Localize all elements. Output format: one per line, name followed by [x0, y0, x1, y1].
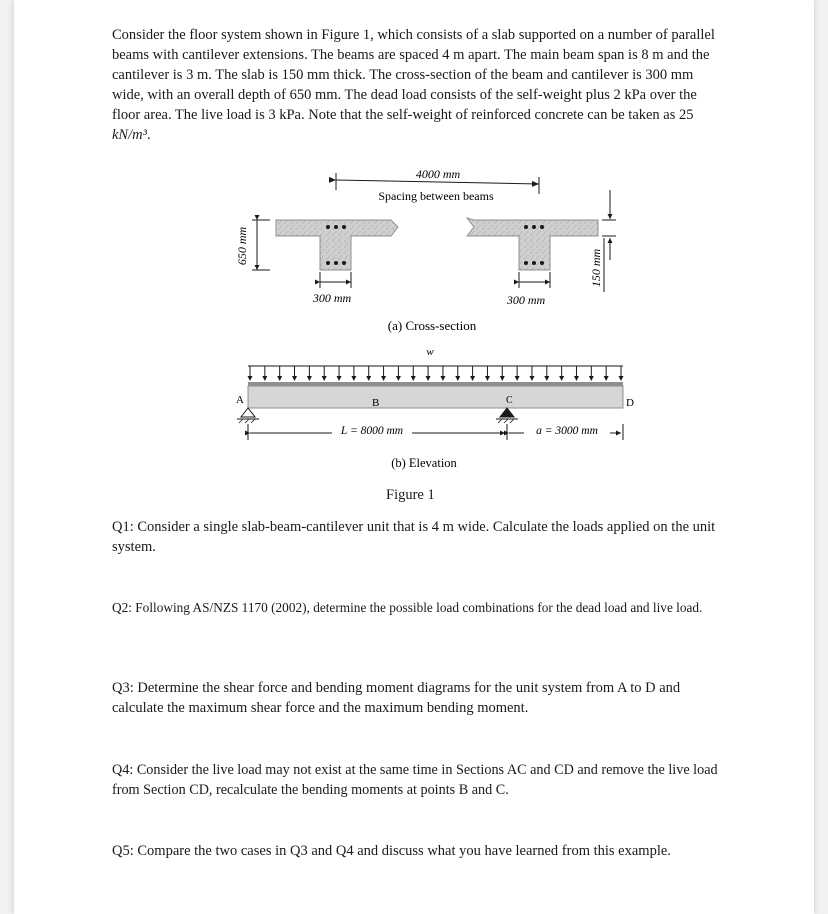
question-5: Q5: Compare the two cases in Q3 and Q4 and discuss what you have learned from this example.: [112, 843, 671, 859]
elevation-beam: [248, 386, 623, 408]
load-arrow-head: [381, 376, 386, 381]
span-dimension-label: L = 8000 mm: [340, 425, 404, 437]
load-arrow-head: [396, 376, 401, 381]
depth-dimension-label: 650 mm: [235, 226, 249, 266]
cantilever-dimension-label: a = 3000 mm: [536, 425, 598, 437]
load-arrow-head: [248, 376, 253, 381]
load-arrow-head: [277, 376, 282, 381]
load-arrow-head: [574, 376, 579, 381]
point-b-label: B: [372, 397, 380, 409]
question-2: Q2: Following AS/NZS 1170 (2002), determine the possible load combinations for the dead load and live load.: [112, 600, 703, 615]
load-arrow-head: [485, 376, 490, 381]
cross-section-drawing: [235, 167, 616, 333]
load-arrow-head: [426, 376, 431, 381]
load-arrow-head: [366, 376, 371, 381]
load-arrow-head: [559, 376, 564, 381]
elevation-caption: (b) Elevation: [391, 456, 457, 470]
point-a-label: A: [236, 394, 244, 406]
load-arrow-head: [619, 376, 624, 381]
intro-unit: kN/m³: [112, 127, 147, 143]
load-arrow-head: [411, 376, 416, 381]
figure-1: [14, 0, 814, 520]
support-c-roller: [496, 408, 518, 423]
distributed-load-arrows: [248, 366, 624, 381]
cross-section-caption: (a) Cross-section: [387, 318, 477, 333]
load-arrow-head: [322, 376, 327, 381]
question-1: Q1: Consider a single slab-beam-cantilever unit that is 4 m wide. Calculate the loads applied on the unit system.: [112, 519, 716, 555]
intro-end: .: [146, 127, 151, 143]
load-arrow-head: [337, 376, 342, 381]
width-dimension-right-label: 300 mm: [506, 293, 546, 307]
load-label: w: [426, 346, 434, 358]
spacing-dimension-label: 4000 mm: [415, 167, 461, 181]
spacing-label: Spacing between beams: [378, 189, 494, 203]
elevation-slab: [248, 382, 623, 386]
slab-dimension-label: 150 mm: [589, 248, 603, 288]
load-arrow-head: [307, 376, 312, 381]
load-arrow-head: [262, 376, 267, 381]
point-d-label: D: [626, 397, 634, 409]
load-arrow-head: [544, 376, 549, 381]
load-arrow-head: [292, 376, 297, 381]
question-3: Q3: Determine the shear force and bending moment diagrams for the unit system from A to D and calculate the maximum shear force and the maximum bending moment.: [112, 680, 681, 716]
question-4: Q4: Consider the live load may not exist at the same time in Sections AC and CD and remove the live load from Section CD, recalculate the bending moments at points B and C.: [112, 762, 718, 798]
load-arrow-head: [440, 376, 445, 381]
elevation-drawing: [236, 346, 634, 470]
load-arrow-head: [589, 376, 594, 381]
load-arrow-head: [515, 376, 520, 381]
load-arrow-head: [470, 376, 475, 381]
load-arrow-head: [351, 376, 356, 381]
support-a-pin: [237, 408, 259, 423]
load-arrow-head: [500, 376, 505, 381]
load-arrow-head: [604, 376, 609, 381]
width-dimension-left-label: 300 mm: [312, 291, 352, 305]
point-c-label: C: [506, 395, 513, 406]
intro-text: Consider the floor system shown in Figure 1, which consists of a slab supported on a number of parallel beams with cantilever extensions. The beams are spaced 4 m apart. The main beam span is 8 m and the cantilever is 3 m. The slab is 150 mm thick. The cross-section of the beam and cantilever is 300 mm wide, with an overall depth of 650 mm. The dead load consists of the self-weight plus 2 kPa over the floor area. The live load is 3 kPa. Note that the self-weight of reinforced concrete can be taken as 25: [112, 27, 715, 123]
load-arrow-head: [529, 376, 534, 381]
document-page: [14, 0, 814, 914]
figure-caption: Figure 1: [386, 487, 435, 503]
load-arrow-head: [455, 376, 460, 381]
